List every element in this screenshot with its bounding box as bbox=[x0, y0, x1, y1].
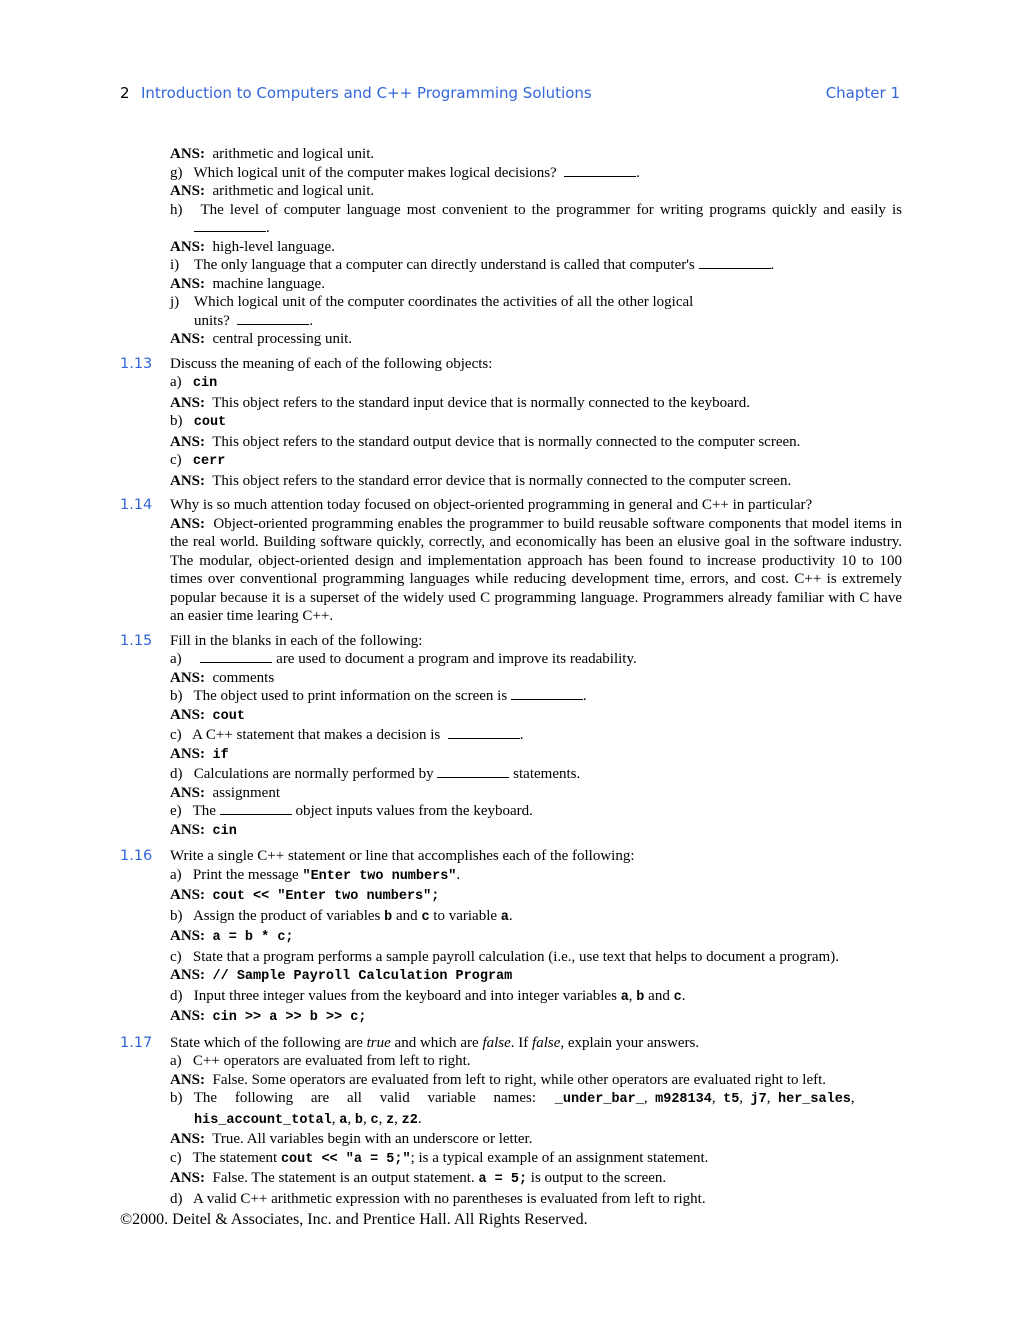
question-item: a) cin bbox=[170, 374, 218, 391]
answer-line: ANS: This object refers to the standard input device that is normally connected to the keyboard. bbox=[170, 394, 750, 411]
blank-line bbox=[200, 650, 272, 663]
answer-line: ANS: This object refers to the standard output device that is normally connected to the computer screen. bbox=[170, 433, 801, 450]
question-item: d) Calculations are normally performed by statements. bbox=[170, 766, 581, 782]
question-item: a) Print the message "Enter two numbers". bbox=[170, 866, 461, 884]
exercise-number: 1.14 bbox=[120, 497, 153, 513]
exercise-1-14: 1.14 Why is so much attention today focused on object-oriented programming in general and C++ in particular? bbox=[120, 497, 813, 513]
copyright-footer: ©2000. Deitel & Associates, Inc. and Prentice Hall. All Rights Reserved. bbox=[120, 1211, 588, 1228]
answer-line: ANS: comments bbox=[170, 669, 275, 686]
blank-line bbox=[511, 687, 583, 700]
answer-line: ANS: True. All variables begin with an underscore or letter. bbox=[170, 1131, 533, 1147]
question-item: d) Input three integer values from the keyboard and into integer variables a, b and c. bbox=[170, 987, 686, 1005]
blank-line bbox=[564, 164, 636, 177]
answer-paragraph: ANS: Object-oriented programming enables the programmer to build reusable software components that model items in the real world. Building software quickly, correctly, and economically has been an elusive goal in the software industry. The modular, object-oriented design and implementation approach has been found to increase productivity 10 to 100 times over conventional programming languages while reducing development time, errors, and cost. C++ is extremely popular because it is a superset of the widely used C programming language. Programmers already familiar with C have an easier time learing C++. bbox=[170, 515, 902, 624]
answer-line: ANS: a = b * c; bbox=[170, 928, 294, 945]
question-item: a) C++ operators are evaluated from left to right. bbox=[170, 1053, 471, 1069]
answer-line: ANS: False. The statement is an output statement. a = 5; is output to the screen. bbox=[170, 1170, 667, 1187]
answer-line: ANS: cin bbox=[170, 821, 237, 839]
answer-line: ANS: False. Some operators are evaluated from left to right, while other operators are evaluated right to left. bbox=[170, 1071, 827, 1088]
question-item: c) cerr bbox=[170, 452, 226, 469]
question-item: c) A C++ statement that makes a decision is . bbox=[170, 727, 524, 743]
blank-line bbox=[448, 726, 520, 739]
blank-line bbox=[699, 256, 771, 269]
answer-line: ANS: This object refers to the standard error device that is normally connected to the computer screen. bbox=[170, 472, 792, 489]
exercise-1-16: 1.16 Write a single C++ statement or line that accomplishes each of the following: bbox=[120, 848, 635, 864]
exercise-number: 1.15 bbox=[120, 632, 153, 649]
exercise-1-15: 1.15 Fill in the blanks in each of the following: bbox=[120, 632, 423, 649]
answer-line: ANS: assignment bbox=[170, 784, 281, 801]
exercise-1-17: 1.17 State which of the following are true and which are false. If false, explain your answers. bbox=[120, 1034, 700, 1051]
question-item: h) The level of computer language most convenient to the programmer for writing programs quickly and easily is . bbox=[170, 201, 902, 236]
chapter-label: Chapter 1 bbox=[825, 84, 900, 102]
exercise-number: 1.17 bbox=[120, 1034, 153, 1051]
blank-line bbox=[437, 765, 509, 778]
answer-line: ANS: cout bbox=[170, 706, 245, 724]
question-item: b) The object used to print information on the screen is . bbox=[170, 688, 587, 704]
answer-line: ANS: cin >> a >> b >> c; bbox=[170, 1008, 367, 1025]
question-item: b) cout bbox=[170, 413, 227, 430]
answer-line: ANS: if bbox=[170, 745, 229, 763]
question-item: e) The object inputs values from the keyboard. bbox=[170, 803, 533, 819]
question-continuation: units? . bbox=[194, 312, 314, 329]
question-item: i) The only language that a computer can directly understand is called that computer's . bbox=[170, 257, 775, 273]
blank-line bbox=[220, 802, 292, 815]
answer-line: ANS: cout << "Enter two numbers"; bbox=[170, 887, 440, 904]
question-item: j) Which logical unit of the computer coordinates the activities of all the other logical bbox=[170, 294, 694, 310]
answer-line: ANS: // Sample Payroll Calculation Program bbox=[170, 967, 513, 984]
answer-line: ANS: arithmetic and logical unit. bbox=[170, 183, 375, 199]
page-number: 2 bbox=[120, 84, 130, 102]
answer-line: ANS: central processing unit. bbox=[170, 331, 353, 347]
question-item: c) The statement cout << "a = 5;"; is a typical example of an assignment statement. bbox=[170, 1149, 709, 1167]
exercise-number: 1.16 bbox=[120, 848, 153, 864]
answer-line: ANS: arithmetic and logical unit. bbox=[170, 146, 375, 162]
blank-line bbox=[194, 219, 266, 232]
question-item: b) Assign the product of variables b and c to variable a. bbox=[170, 907, 513, 925]
exercise-number: 1.13 bbox=[120, 355, 153, 372]
running-title: Introduction to Computers and C++ Programming Solutions bbox=[141, 84, 592, 102]
question-item: a) are used to document a program and improve its readability. bbox=[170, 651, 637, 667]
question-item: b) The following are all valid variable names: _under_bar_, m928134, t5, j7, her_sales, his_account_total, a, b, c, z, z2. bbox=[170, 1090, 855, 1128]
solutions-content bbox=[120, 145, 902, 1208]
question-item: c) State that a program performs a sample payroll calculation (i.e., use text that helps to document a program). bbox=[170, 948, 839, 965]
blank-line bbox=[237, 312, 309, 325]
answer-line: ANS: machine language. bbox=[170, 275, 325, 292]
question-item: g) Which logical unit of the computer makes logical decisions? . bbox=[170, 164, 640, 181]
exercise-1-13: 1.13 Discuss the meaning of each of the following objects: bbox=[120, 355, 493, 372]
question-item: d) A valid C++ arithmetic expression with no parentheses is evaluated from left to right. bbox=[170, 1190, 706, 1207]
answer-line: ANS: high-level language. bbox=[170, 238, 335, 255]
page-header bbox=[120, 84, 900, 106]
